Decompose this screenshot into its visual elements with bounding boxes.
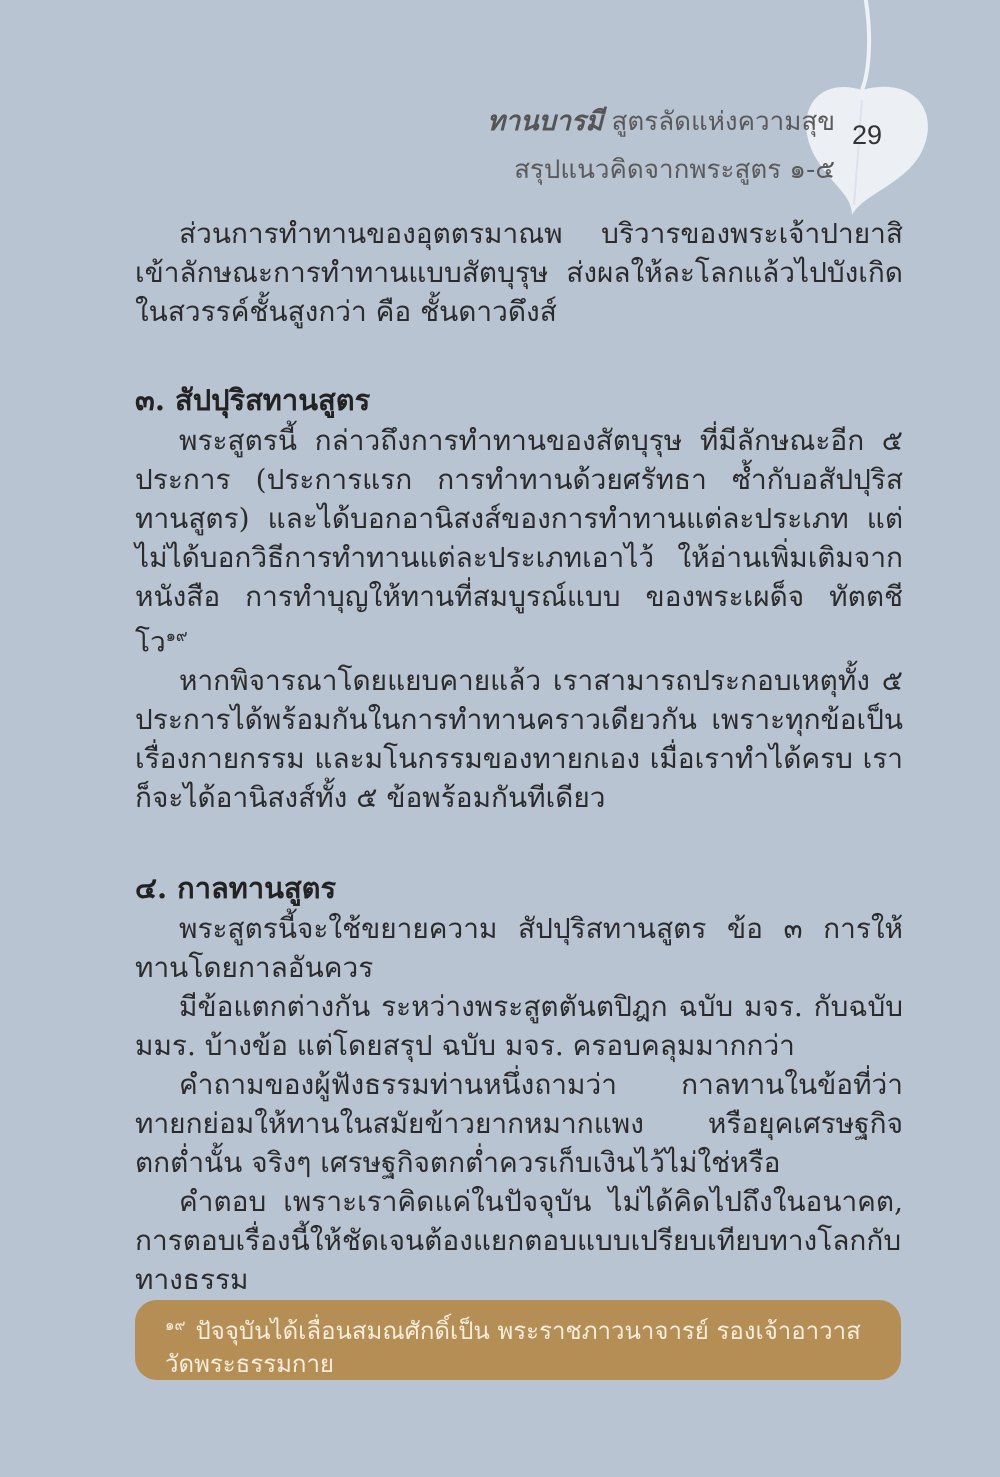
section-3-heading: ๓. สัปปุริสทานสูตร xyxy=(135,383,371,417)
footnote-marker: ๑๙ xyxy=(165,1316,186,1334)
footnote-reference[interactable]: ๑๙ xyxy=(165,626,188,645)
section-4-paragraph-1: พระสูตรนี้จะใช้ขยายความ สัปปุริสทานสูตร ข้อ ๓ การให้ทานโดยกาลอันควร xyxy=(135,912,903,985)
section-3-paragraph-1 xyxy=(135,421,903,661)
section-4-paragraph-2: มีข้อแตกต่างกัน ระหว่างพระสูตตันตปิฎก ฉบับ มจร. กับฉบับ มมร. บ้างข้อ แต่โดยสรุป ฉบับ มจร. ครอบคลุมมากกว่า xyxy=(135,990,903,1063)
running-header xyxy=(487,102,835,192)
page-body xyxy=(135,214,903,1299)
section-4-heading: ๔. กาลทานสูตร xyxy=(135,871,337,906)
chapter-title: สรุปแนวคิดจากพระสูตร ๑-๕ xyxy=(514,155,835,185)
section-4-paragraph-4: คำตอบ เพราะเราคิดแค่ในปัจจุบัน ไม่ได้คิดไปถึงในอนาคต, การตอบเรื่องนี้ให้ชัดเจนต้องแยกตอบแบบเปรียบเทียบทางโลกกับทางธรรม xyxy=(135,1185,903,1297)
footnote-text: ปัจจุบันได้เลื่อนสมณศักดิ์เป็น พระราชภาวนาจารย์ รองเจ้าอาวาส วัดพระธรรมกาย xyxy=(165,1317,861,1378)
section-3-paragraph-1-text: พระสูตรนี้ กล่าวถึงการทำทานของสัตบุรุษ ที่มีลักษณะอีก ๕ ประการ (ประการแรก การทำทานด้วยศรัทธา ซ้ำกับอสัปปุริสทานสูตร) และได้บอกอานิสงส์ของการทำทานแต่ละประเภท แต่ไม่ได้บอกวิธีการทำทานแต่ละประเภทเอาไว้ ให้อ่านเพิ่มเติมจากหนังสือ การทำบุญให้ทานที่สมบูรณ์แบบ ของพระเผด็จ ทัตตชีโว xyxy=(135,424,903,659)
header-title-line xyxy=(487,102,835,142)
section-4-paragraph-3: คำถามของผู้ฟังธรรมท่านหนึ่งถามว่า กาลทานในข้อที่ว่า ทายกย่อมให้ทานในสมัยข้าวยากหมากแพง หรือยุคเศรษฐกิจตกต่ำนั้น จริงๆ เศรษฐกิจตกต่ำควรเก็บเงินไว้ไม่ใช่หรือ xyxy=(135,1068,903,1180)
book-subtitle: สูตรลัดแห่งความสุข xyxy=(611,107,835,137)
footnote-box xyxy=(135,1300,901,1380)
book-title: ทานบารมี xyxy=(487,106,604,137)
intro-paragraph: ส่วนการทำทานของอุตตรมาณพ บริวารของพระเจ้าปายาสิ เข้าลักษณะการทำทานแบบสัตบุรุษ ส่งผลให้ละโลกแล้วไปบังเกิดในสวรรค์ชั้นสูงกว่า คือ ชั้นดาวดึงส์ xyxy=(135,217,903,328)
page-number: 29 xyxy=(852,120,883,150)
section-3-paragraph-2: หากพิจารณาโดยแยบคายแล้ว เราสามารถประกอบเหตุทั้ง ๕ ประการได้พร้อมกันในการทำทานคราวเดียวกัน เพราะทุกข้อเป็นเรื่องกายกรรม และมโนกรรมของทายกเอง เมื่อเราทำได้ครบ เราก็จะได้อานิสงส์ทั้ง ๕ ข้อพร้อมกันทีเดียว xyxy=(135,664,903,815)
